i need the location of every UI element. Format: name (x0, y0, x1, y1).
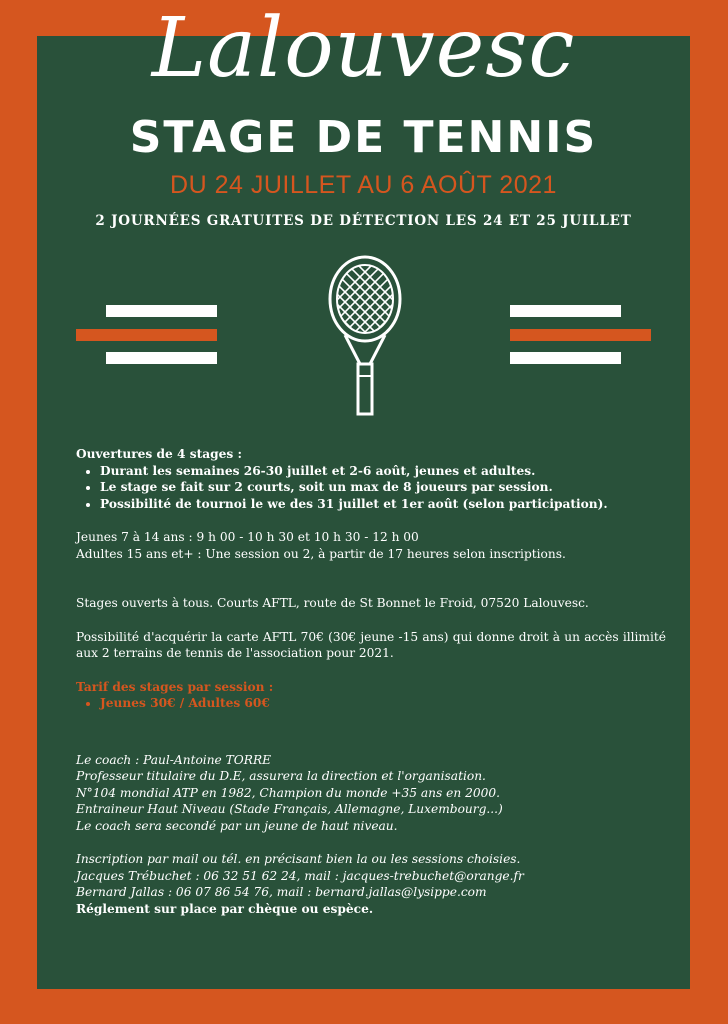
script-title: Lalouvesc (151, 1, 576, 96)
main-title: STAGE DE TENNIS (129, 112, 598, 163)
right-stripe-middle (510, 329, 651, 341)
coach-block (76, 752, 666, 835)
right-stripe-bottom (510, 352, 621, 364)
coach-line: Professeur titulaire du D.E, assurera la direction et l'organisation. (76, 769, 486, 783)
pricing-heading: Tarif des stages par session : (76, 679, 274, 694)
schedule-adults: Adultes 15 ans et+ : Une session ou 2, à partir de 17 heures selon inscriptions. (76, 546, 566, 561)
pricing-list (76, 695, 666, 712)
list-item: • Possibilité de tournoi le we des 31 juillet et 1er août (selon participation). (100, 496, 666, 513)
card-text: Possibilité d'acquérir la carte AFTL 70€ (30€ jeune -15 ans) qui donne droit à un accès illimité aux 2 terrains de tennis de l'association pour 2021. (76, 629, 666, 660)
coach-line: N°104 mondial ATP en 1982, Champion du monde +35 ans en 2000. (76, 785, 500, 800)
location-text: Stages ouverts à tous. Courts AFTL, route de St Bonnet le Froid, 07520 Lalouvesc. (76, 596, 589, 610)
list-item: • Durant les semaines 26-30 juillet et 2-6 août, jeunes et adultes. (100, 463, 666, 480)
left-stripe-middle (76, 329, 217, 341)
schedule-youth: Jeunes 7 à 14 ans : 9 h 00 - 10 h 30 et 10 h 30 - 12 h 00 (76, 530, 419, 544)
list-item: • Le stage se fait sur 2 courts, soit un max de 8 joueurs par session. (100, 479, 666, 496)
dates-subtitle: DU 24 JUILLET AU 6 AOÛT 2021 (170, 171, 557, 199)
poster-panel (37, 1, 690, 989)
coach-line: Entraineur Haut Niveau (Stade Français, Allemagne, Luxembourg...) (76, 802, 503, 816)
registration-line: Jacques Trébuchet : 06 32 51 62 24, mail : jacques-trebuchet@orange.fr (76, 868, 524, 883)
left-stripe-top (106, 305, 217, 317)
registration-line: Bernard Jallas : 06 07 86 54 76, mail : bernard.jallas@lysippe.com (76, 885, 487, 899)
coach-line: Le coach sera secondé par un jeune de haut niveau. (76, 818, 398, 833)
left-stripe-bottom (106, 352, 217, 364)
info-body (76, 446, 666, 917)
list-item: • Jeunes 30€ / Adultes 60€ (100, 695, 666, 712)
registration-block (76, 851, 666, 901)
right-stripe-top (510, 305, 621, 317)
openings-heading: Ouvertures de 4 stages : (76, 447, 243, 461)
registration-line: Inscription par mail ou tél. en précisant bien la ou les sessions choisies. (76, 852, 521, 866)
coach-line: Le coach : Paul-Antoine TORRE (76, 752, 272, 767)
openings-list (76, 463, 666, 513)
tennis-racket-icon (327, 254, 403, 416)
free-days-banner: 2 JOURNÉES GRATUITES DE DÉTECTION LES 24 ET 25 JUILLET (95, 213, 632, 229)
payment-text: Réglement sur place par chèque ou espèce. (76, 901, 374, 916)
